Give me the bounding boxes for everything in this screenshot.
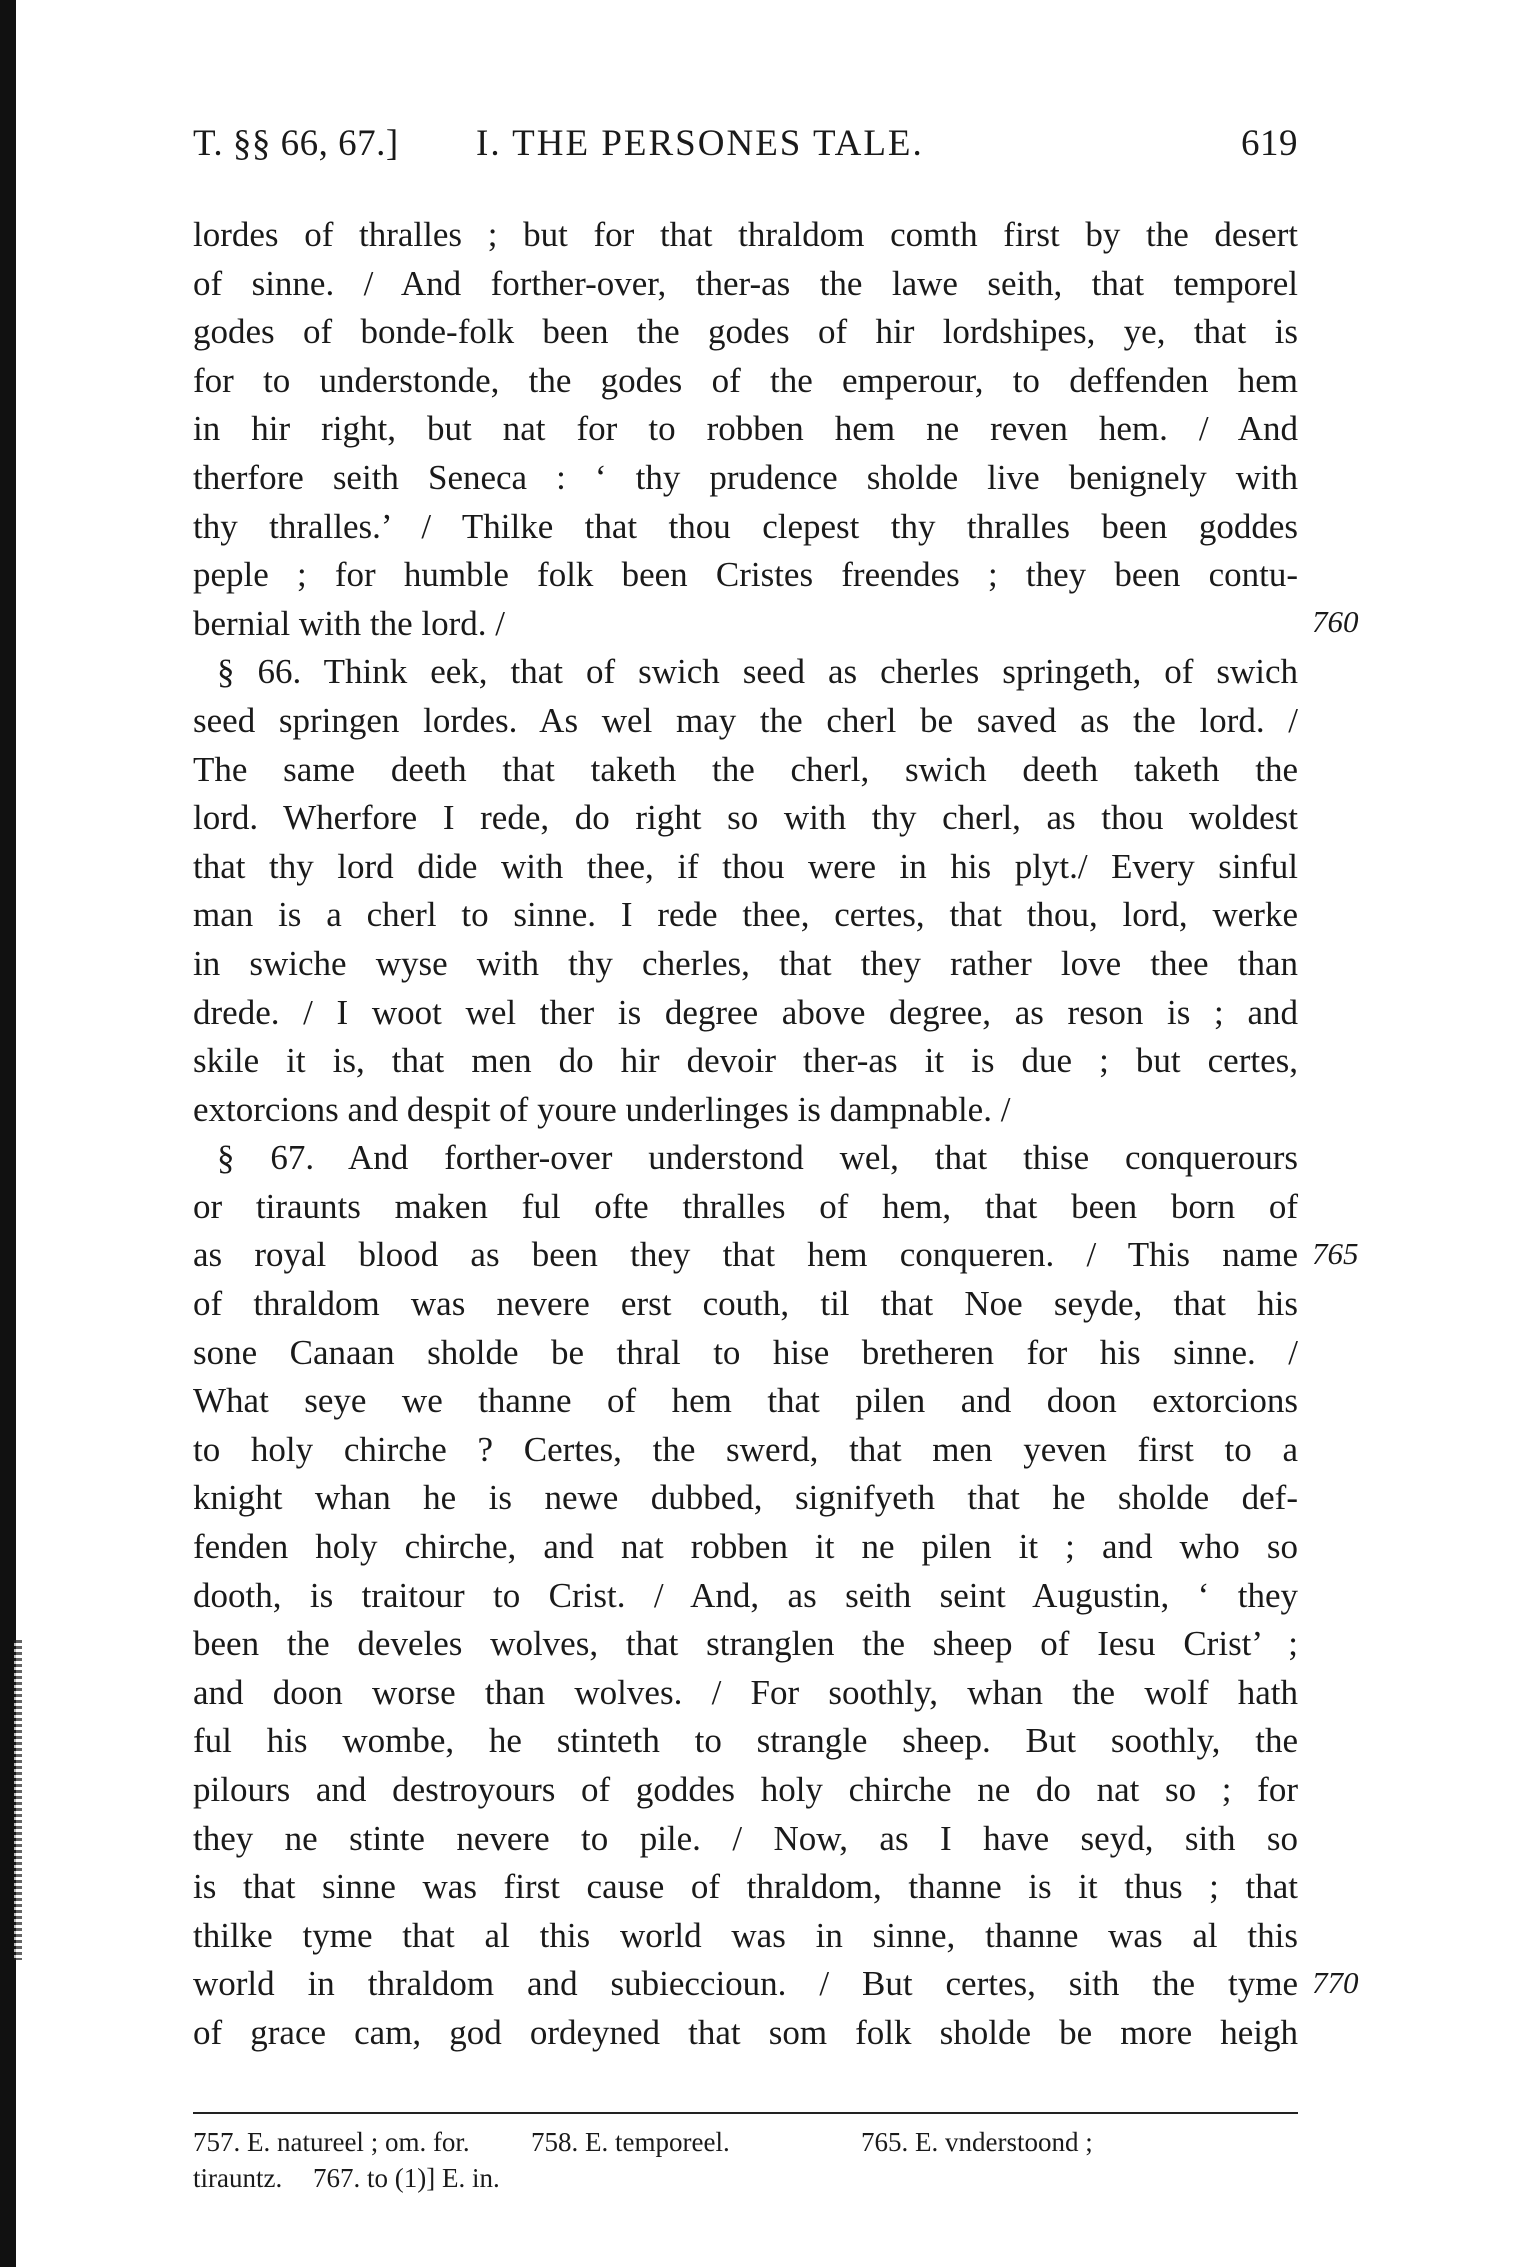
text-line: bernial with the lord. / <box>193 603 506 643</box>
footnote-757: 757. E. natureel ; om. for. <box>193 2127 470 2157</box>
text-line: What seye we thanne of hem that pilen and doon extorcions <box>193 1381 1298 1421</box>
text-line: that thy lord dide with thee, if thou were in his plyt./ Every sinful <box>193 846 1298 886</box>
text-line: thilke tyme that al this world was in sinne, thanne was al this <box>193 1915 1298 1955</box>
text-line: they ne stinte nevere to pile. / Now, as I have seyd, sith so <box>193 1818 1298 1858</box>
footnote-rule <box>193 2112 1298 2114</box>
footnote-line <box>193 2124 1298 2160</box>
text-line: in swiche wyse with thy cherles, that they rather love thee than <box>193 943 1298 983</box>
page-number: 619 <box>1241 123 1298 164</box>
text-line: of sinne. / And forther-over, ther-as the lawe seith, that temporel <box>193 263 1298 303</box>
footnote-line <box>193 2160 1298 2196</box>
text-line: § 67. And forther-over understond wel, that thise conquerours <box>217 1138 1298 1178</box>
text-line: as royal blood as been they that hem conqueren. / This name <box>193 1235 1298 1275</box>
text-line: of grace cam, god ordeyned that som folk sholde be more heigh <box>193 2012 1298 2052</box>
text-line: seed springen lordes. As wel may the cherl be saved as the lord. / <box>193 700 1298 740</box>
text-line: lordes of thralles ; but for that thraldom comth first by the desert <box>193 215 1298 254</box>
text-line: or tiraunts maken ful ofte thralles of hem, that been born of <box>193 1186 1298 1226</box>
text-line: to holy chirche ? Certes, the swerd, that men yeven first to a <box>193 1429 1298 1469</box>
running-title: I. THE PERSONES TALE. <box>476 123 924 164</box>
text-line: sone Canaan sholde be thral to hise bretheren for his sinne. / <box>193 1332 1298 1372</box>
text-line: peple ; for humble folk been Cristes freendes ; they been contu- <box>193 555 1298 595</box>
text-line: been the develes wolves, that stranglen the sheep of Iesu Crist’ ; <box>193 1624 1298 1664</box>
text-line: godes of bonde-folk been the godes of hir lordshipes, ye, that is <box>193 312 1298 352</box>
text-line: drede. / I woot wel ther is degree above degree, as reson is ; and <box>193 992 1298 1032</box>
text-line: ful his wombe, he stinteth to strangle sheep. But soothly, the <box>193 1721 1298 1761</box>
line-number: 765 <box>1312 1235 1359 1271</box>
text-line: The same deeth that taketh the cherl, swich deeth taketh the <box>193 749 1298 789</box>
footnote-765-continued: tirauntz. <box>193 2163 283 2193</box>
text-line: of thraldom was nevere erst couth, til that Noe seyde, that his <box>193 1284 1298 1324</box>
text-line: and doon worse than wolves. / For soothly, whan the wolf hath <box>193 1672 1298 1712</box>
text-line: § 66. Think eek, that of swich seed as cherles springeth, of swich <box>217 652 1298 692</box>
text-line: skile it is, that men do hir devoir ther-as it is due ; but certes, <box>193 1041 1298 1081</box>
line-number: 770 <box>1312 1964 1359 2000</box>
text-line: man is a cherl to sinne. I rede thee, certes, that thou, lord, werke <box>193 895 1298 935</box>
text-line: in hir right, but nat for to robben hem ne reven hem. / And <box>193 409 1298 449</box>
text-line: for to understonde, the godes of the emperour, to deffenden hem <box>193 360 1298 400</box>
text-line: thy thralles.’ / Thilke that thou clepest thy thralles been goddes <box>193 506 1298 546</box>
text-line: is that sinne was first cause of thraldom, thanne is it thus ; that <box>193 1867 1298 1907</box>
section-reference: T. §§ 66, 67.] <box>193 123 399 164</box>
footnote-765: 765. E. vnderstoond ; <box>861 2127 1093 2157</box>
running-head <box>193 122 1298 172</box>
text-line: fenden holy chirche, and nat robben it ne pilen it ; and who so <box>193 1527 1298 1567</box>
text-line: dooth, is traitour to Crist. / And, as seith seint Augustin, ‘ they <box>193 1575 1298 1615</box>
text-line: knight whan he is newe dubbed, signifyeth that he sholde def- <box>193 1478 1298 1518</box>
footnote-767: 767. to (1)] E. in. <box>313 2163 500 2193</box>
text-line: world in thraldom and subieccioun. / But certes, sith the tyme <box>193 1964 1298 2004</box>
text-line: extorcions and despit of youre underlinges is dampnable. / <box>193 1089 1011 1129</box>
footnotes <box>193 2124 1298 2196</box>
text-line: therfore seith Seneca : ‘ thy prudence sholde live benignely with <box>193 457 1298 497</box>
binding-edge-marks <box>14 1640 22 1960</box>
line-number: 760 <box>1312 603 1359 639</box>
body-text <box>193 211 1298 2058</box>
footnote-758: 758. E. temporeel. <box>531 2127 730 2157</box>
text-line: lord. Wherfore I rede, do right so with thy cherl, as thou woldest <box>193 798 1298 838</box>
text-line: pilours and destroyours of goddes holy chirche ne do nat so ; for <box>193 1770 1298 1809</box>
